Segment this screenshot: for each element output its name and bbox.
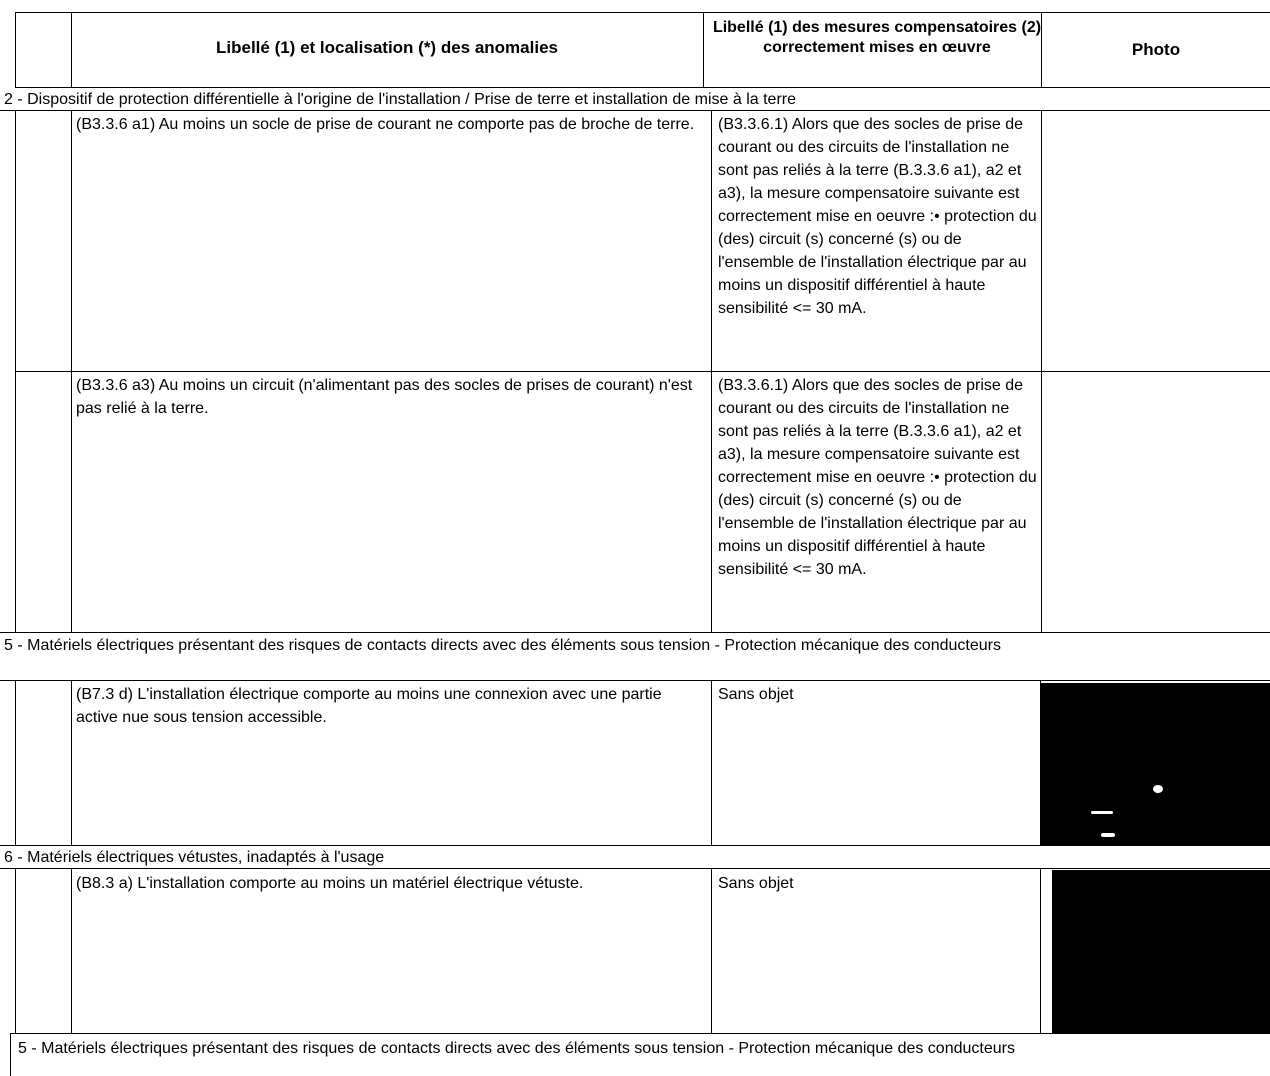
rule-header-bottom	[15, 87, 1270, 88]
rule-col1-row4	[71, 868, 72, 1033]
section-title-6: 6 - Matériels électriques vétustes, inadaptés à l'usage	[4, 849, 385, 866]
row-3-mesure: Sans objet	[718, 686, 794, 703]
rule-col3-header	[1041, 12, 1042, 88]
row-3-anomalie: (B7.3 d) L'installation électrique comporte au moins une connexion avec une partie active nue sous tension accessible.	[76, 686, 662, 726]
rule-left-outer-header	[15, 12, 16, 88]
section-title-2: 2 - Dispositif de protection différentielle à l'origine de l'installation / Prise de terre et installation de mise à la terre	[4, 91, 796, 108]
row-2-mesure: (B3.3.6.1) Alors que des socles de prise de courant ou des circuits de l'installation ne sont pas reliés à la terre (B.3.3.6 a1), a2 et a3), la mesure compensatoire suivante est correctement mise en oeuvre :• protection du (des) circuit (s) concerné (s) ou de l'ensemble de l'installation électrique par au moins un dispositif différentiel à haute sensibilité <= 30 mA.	[718, 377, 1037, 578]
row-4-anomalie: (B8.3 a) L'installation comporte au moins un matériel électrique vétuste.	[76, 875, 584, 892]
rule-left-outer-row3	[15, 680, 16, 845]
row-1-anomalie: (B3.3.6 a1) Au moins un socle de prise de courant ne comporte pas de broche de terre.	[76, 116, 695, 133]
rule-row4-bottom	[10, 1033, 1270, 1034]
section-title-5-repeat: 5 - Matériels électriques présentant des risques de contacts directs avec des éléments sous tension - Protection mécanique des conducteurs	[18, 1040, 1015, 1057]
rule-col2-header	[703, 12, 704, 88]
row-4-mesure: Sans objet	[718, 875, 794, 892]
header-mesures: Libellé (1) des mesures compensatoires (2) correctement mises en œuvre	[712, 19, 1042, 56]
row-3-photo	[1041, 683, 1270, 846]
row-4-photo	[1052, 870, 1270, 1033]
rule-left-outer-body	[15, 110, 16, 632]
section-title-5: 5 - Matériels électriques présentant des risques de contacts directs avec des éléments sous tension - Protection mécanique des conducteurs	[4, 637, 1001, 654]
header-photo: Photo	[1131, 40, 1181, 59]
rule-col3-body	[1041, 110, 1042, 632]
rule-top	[15, 12, 1270, 13]
rule-col1-row3	[71, 680, 72, 845]
rule-col1-body	[71, 110, 72, 632]
rule-section5-bottom	[0, 680, 1270, 681]
rule-col3-row4	[1040, 868, 1041, 1033]
rule-section2-bottom	[0, 110, 1270, 111]
rule-left-outer-row4	[15, 868, 16, 1033]
row-2-anomalie: (B3.3.6 a3) Au moins un circuit (n'alimentant pas des socles de prises de courant) n'est pas relié à la terre.	[76, 377, 693, 417]
rule-row1-bottom	[15, 371, 1270, 372]
header-anomalies: Libellé (1) et localisation (*) des anomalies	[216, 38, 558, 57]
rule-col2-body	[711, 110, 712, 632]
rule-col3-row3	[1040, 680, 1041, 845]
rule-section6-bottom	[0, 868, 1270, 869]
rule-col2-row4	[711, 868, 712, 1033]
rule-col2-row3	[711, 680, 712, 845]
rule-col1-header	[71, 12, 72, 88]
rule-row2-bottom	[0, 632, 1270, 633]
row-1-mesure: (B3.3.6.1) Alors que des socles de prise de courant ou des circuits de l'installation ne sont pas reliés à la terre (B.3.3.6 a1), a2 et a3), la mesure compensatoire suivante est correctement mise en oeuvre :• protection du (des) circuit (s) concerné (s) ou de l'ensemble de l'installation électrique par au moins un dispositif différentiel à haute sensibilité <= 30 mA.	[718, 116, 1037, 317]
rule-left-outer-last	[10, 1033, 11, 1076]
rule-row3-bottom	[0, 845, 1270, 846]
